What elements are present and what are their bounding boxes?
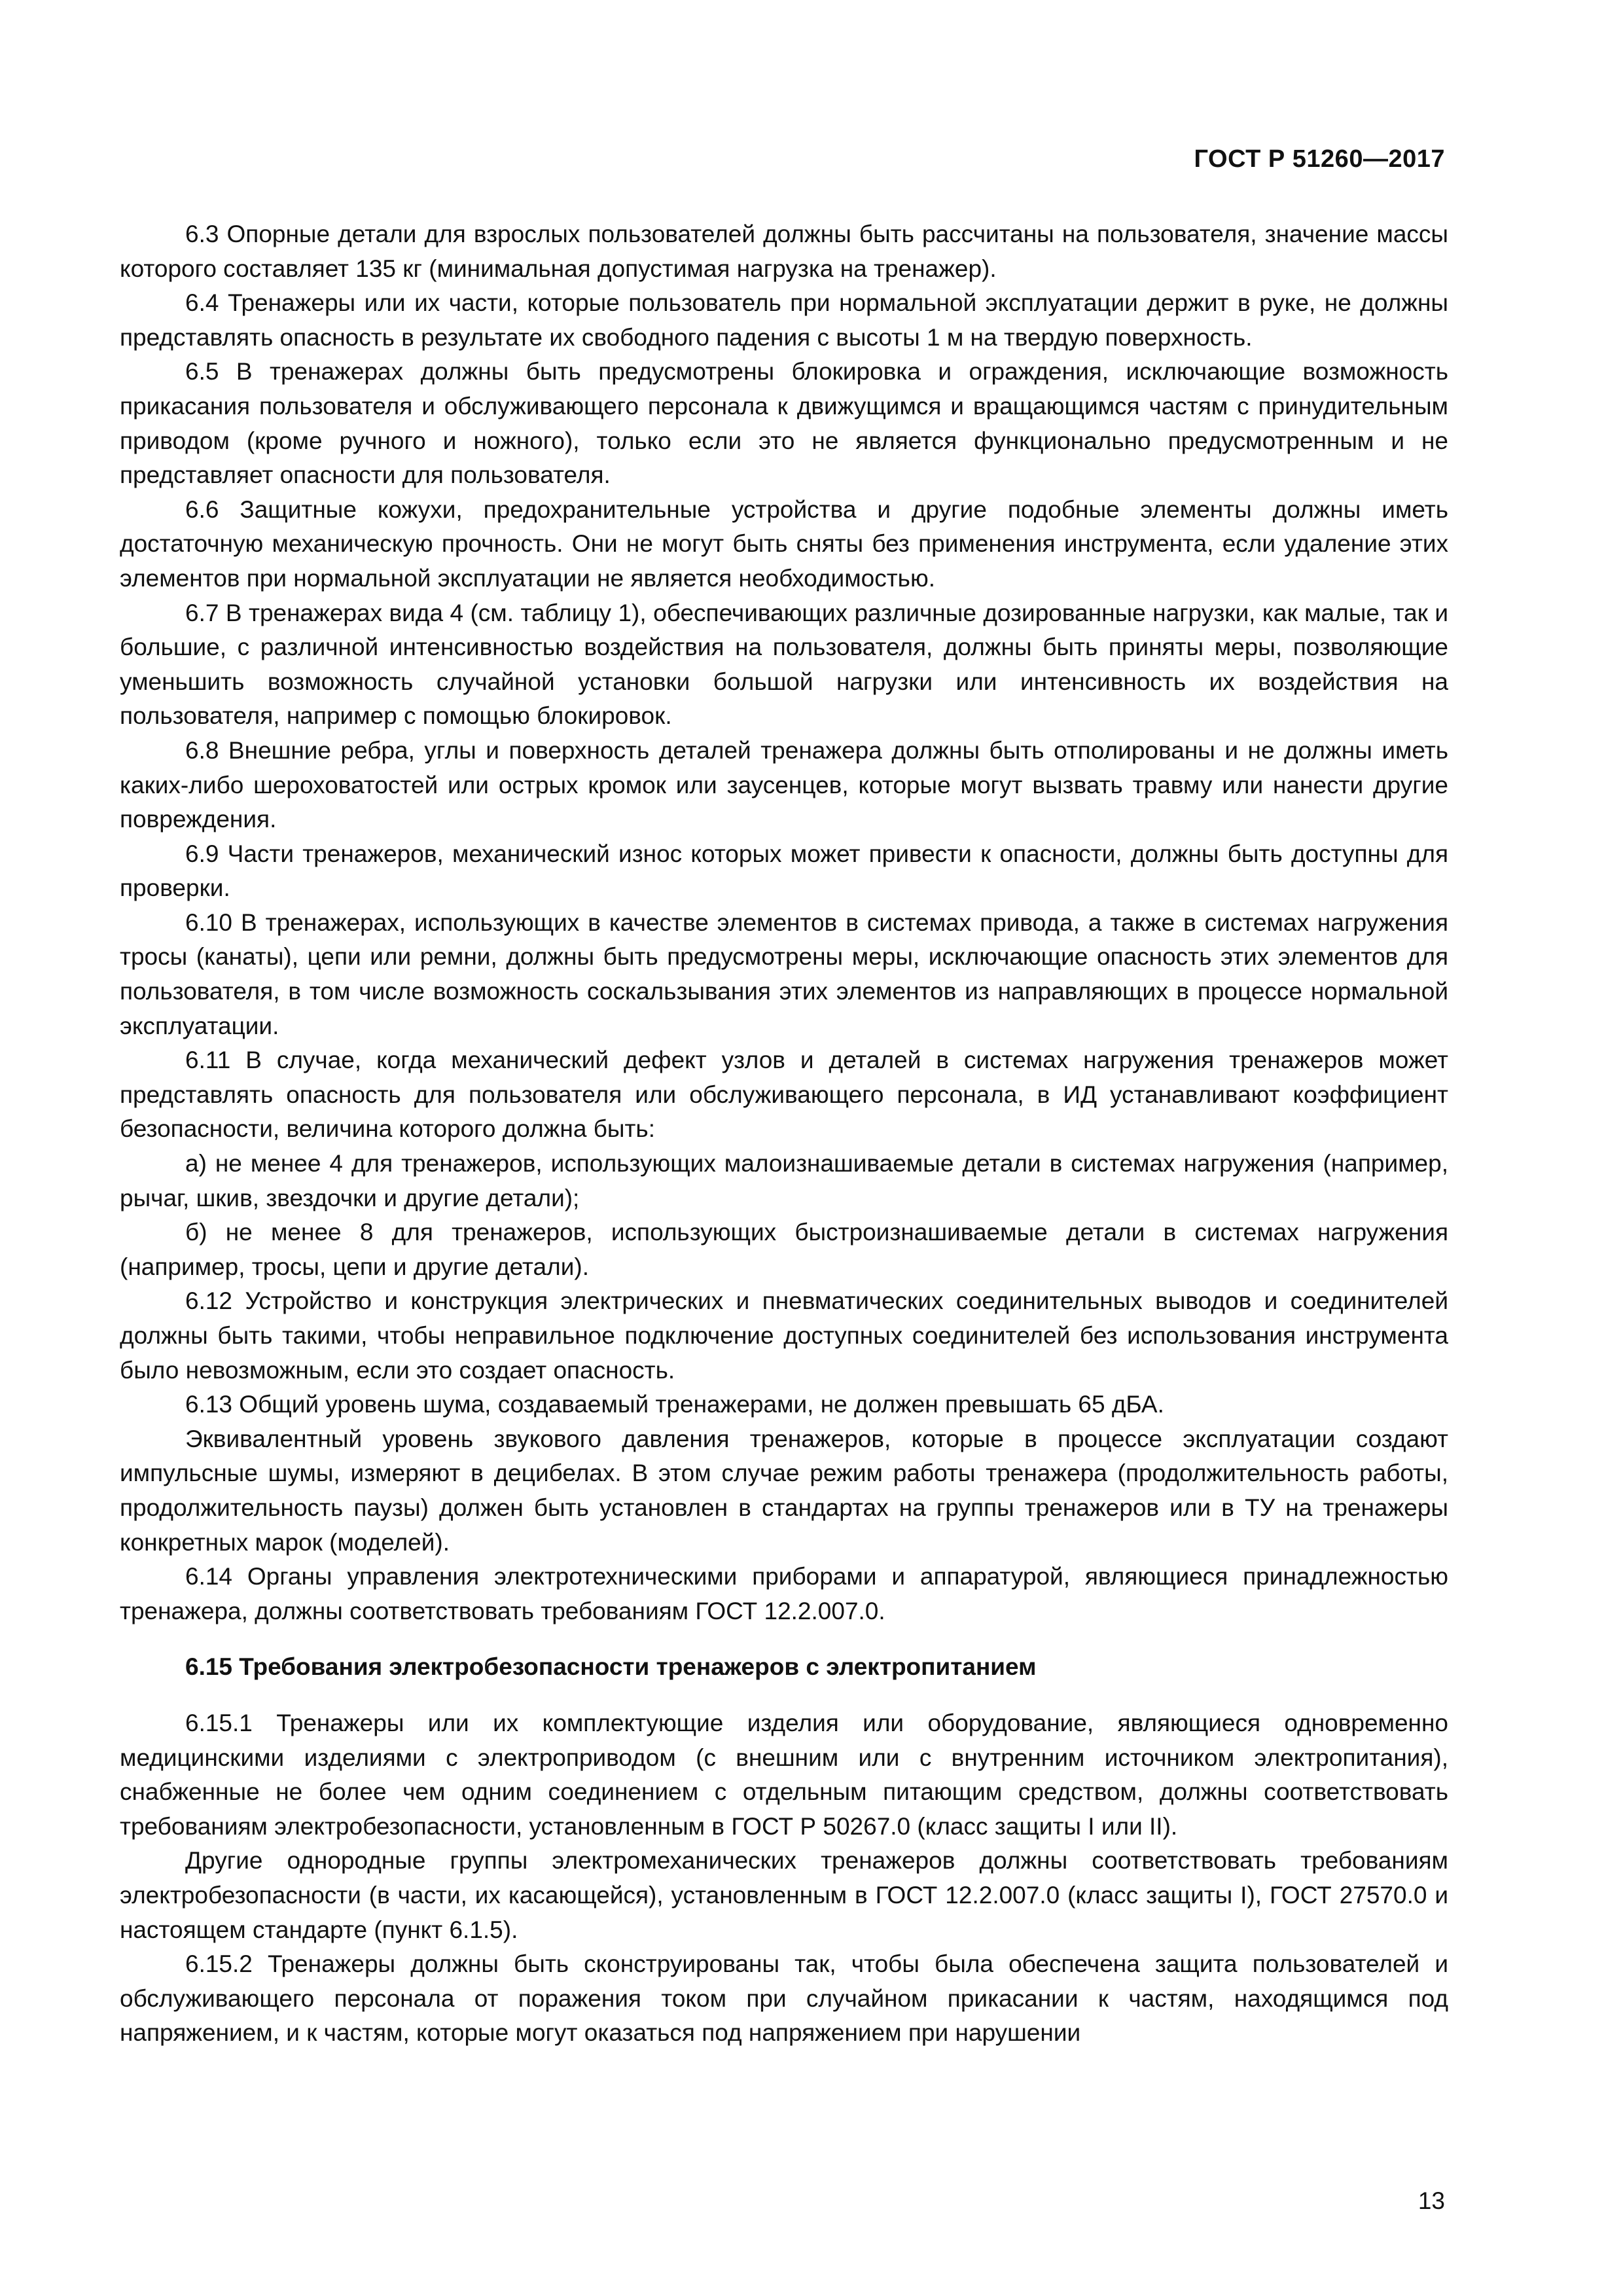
section-heading-6-15: 6.15 Требования электробезопасности тренажеров с электропитанием [185, 1653, 1037, 1681]
standard-code-header: ГОСТ Р 51260—2017 [1194, 145, 1445, 173]
paragraph-6-15-1-other: Другие однородные группы электромеханических тренажеров должны соответствовать требованиям электробезопасности (в части, их касающейся), установленным в ГОСТ 12.2.007.0 (класс защиты I), ГОСТ 27570.0 и настоящем стандарте (пункт 6.1.5). [120, 1847, 1448, 1943]
paragraph-6-10: 6.10 В тренажерах, использующих в качестве элементов в системах привода, а также в системах нагружения тросы (канаты), цепи или ремни, должны быть предусмотрены меры, исключающие опасность этих элементов для пользователя, в том числе возможность соскальзывания этих элементов из направляющих в процессе нормальной эксплуатации. [120, 908, 1448, 1039]
paragraph-6-11-a: а) не менее 4 для тренажеров, использующих малоизнашиваемые детали в системах нагружения (например, рычаг, шкив, звездочки и другие детали); [120, 1150, 1448, 1211]
paragraph-6-13: 6.13 Общий уровень шума, создаваемый тренажерами, не должен превышать 65 дБА. [185, 1391, 1164, 1418]
paragraph-6-14: 6.14 Органы управления электротехническими приборами и аппаратурой, являющиеся принадлежностью тренажера, должны соответствовать требованиям ГОСТ 12.2.007.0. [120, 1563, 1448, 1624]
paragraph-6-7: 6.7 В тренажерах вида 4 (см. таблицу 1), обеспечивающих различные дозированные нагрузки, как малые, так и большие, с различной интенсивностью воздействия на пользователя, должны быть приняты меры, позволяющие уменьшить возможность случайной установки большой нагрузки или интенсивность их воздействия на пользователя, например с помощью блокировок. [120, 599, 1448, 730]
paragraph-6-13-noise: Эквивалентный уровень звукового давления тренажеров, которые в процессе эксплуатации создают импульсные шумы, измеряют в децибелах. В этом случае режим работы тренажера (продолжительность работы, продолжительность паузы) должен быть установлен в стандартах на группы тренажеров или в ТУ на тренажеры конкретных марок (моделей). [120, 1425, 1448, 1556]
paragraph-6-8: 6.8 Внешние ребра, углы и поверхность деталей тренажера должны быть отполированы и не должны иметь каких-либо шероховатостей или острых кромок или заусенцев, которые могут вызвать травму или нанести другие повреждения. [120, 736, 1448, 833]
paragraph-6-15-1: 6.15.1 Тренажеры или их комплектующие изделия или оборудование, являющиеся одновременно медицинскими изделиями с электроприводом (с внешним или с внутренним источником электропитания), снабженные не более чем одним соединением с отдельным питающим средством, должны соответствовать требованиям электробезопасности, установленным в ГОСТ Р 50267.0 (класс защиты I или II). [120, 1709, 1448, 1840]
paragraph-6-3: 6.3 Опорные детали для взрослых пользователей должны быть рассчитаны на пользователя, значение массы которого составляет 135 кг (минимальная допустимая нагрузка на тренажер). [120, 221, 1448, 282]
paragraph-6-11-b: б) не менее 8 для тренажеров, использующих быстроизнашиваемые детали в системах нагружения (например, тросы, цепи и другие детали). [120, 1219, 1448, 1280]
paragraph-6-12: 6.12 Устройство и конструкция электрических и пневматических соединительных выводов и соединителей должны быть такими, чтобы неправильное подключение доступных соединителей без использования инструмента было невозможным, если это создает опасность. [120, 1287, 1448, 1384]
paragraph-6-5: 6.5 В тренажерах должны быть предусмотрены блокировка и ограждения, исключающие возможность прикасания пользователя и обслуживающего персонала к движущимся и вращающимся частям с принудительным приводом (кроме ручного и ножного), только если это не является функционально предусмотренным и не представляет опасности для пользователя. [120, 358, 1448, 489]
page-number: 13 [1418, 2187, 1445, 2214]
document-body [120, 217, 1448, 2051]
paragraph-6-11: 6.11 В случае, когда механический дефект узлов и деталей в системах нагружения тренажеров может представлять опасность для пользователя или обслуживающего персонала, в ИД устанавливают коэффициент безопасности, величина которого должна быть: [120, 1047, 1448, 1143]
paragraph-6-6: 6.6 Защитные кожухи, предохранительные устройства и другие подобные элементы должны иметь достаточную механическую прочность. Они не могут быть сняты без применения инструмента, если удаление этих элементов при нормальной эксплуатации не является необходимостью. [120, 495, 1448, 592]
paragraph-6-9: 6.9 Части тренажеров, механический износ которых может привести к опасности, должны быть доступны для проверки. [120, 840, 1448, 902]
paragraph-6-4: 6.4 Тренажеры или их части, которые пользователь при нормальной эксплуатации держит в руке, не должны представлять опасность в результате их свободного падения с высоты 1 м на твердую поверхность. [120, 289, 1448, 351]
paragraph-6-15-2: 6.15.2 Тренажеры должны быть сконструированы так, чтобы была обеспечена защита пользователей и обслуживающего персонала от поражения током при случайном прикасании к частям, находящимся под напряжением, и к частям, которые могут оказаться под напряжением при нарушении [120, 1950, 1448, 2047]
